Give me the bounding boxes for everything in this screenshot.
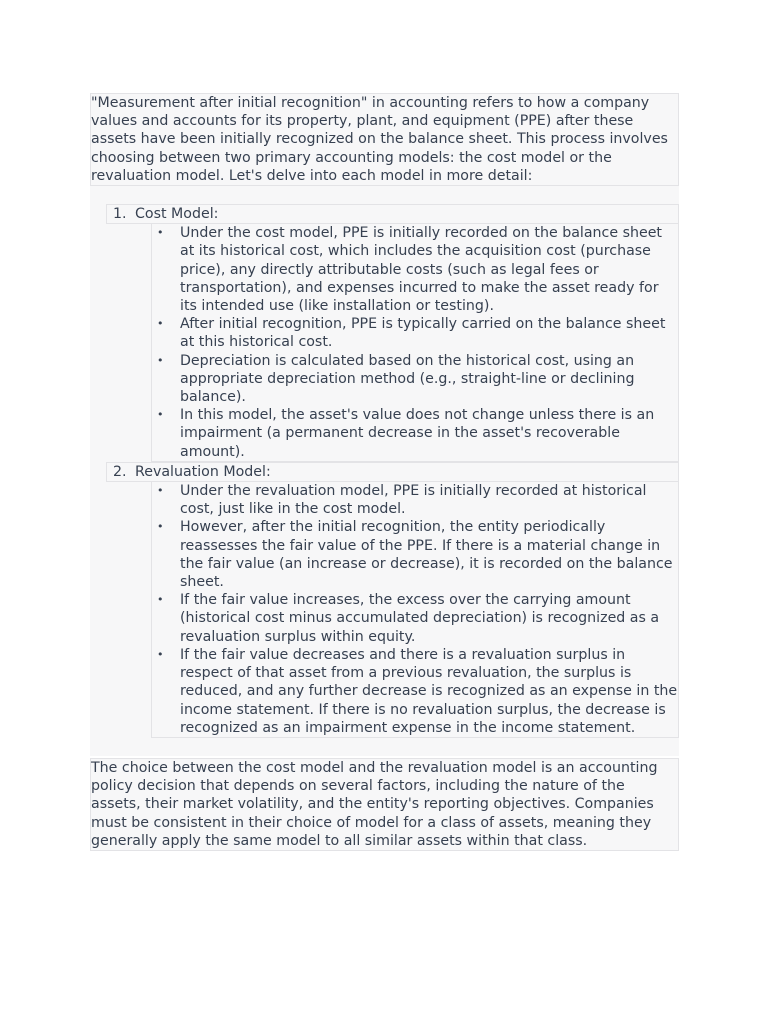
conclusion-paragraph: The choice between the cost model and the revaluation model is an accounting policy decision that depends on several factors, including the nature of the assets, their market volatility, and the entity's reporting objectives. Companies must be consistent in their choice of model for a class of assets, meaning they generally apply the same model to all similar assets within that class.: [90, 758, 679, 851]
model-item-revaluation: [106, 462, 679, 738]
list-item: • If the fair value decreases and there is a revaluation surplus in respect of that asset from a previous revaluation, the surplus is reduced, and any further decrease is recognized as an expense in the income statement. If there is no revaluation surplus, the decrease is recognized as an impairment expense in the income statement.: [157, 646, 678, 736]
bullet-icon: •: [157, 226, 164, 240]
bullet-icon: •: [157, 353, 164, 367]
bullet-icon: •: [157, 520, 164, 534]
bullet-icon: •: [157, 593, 164, 607]
model-heading: [106, 462, 679, 482]
model-heading: [106, 204, 679, 224]
model-number: 2.: [113, 463, 127, 480]
model-details: [151, 482, 679, 738]
model-title: Cost Model:: [135, 206, 219, 223]
bullet-icon: •: [157, 408, 164, 422]
models-list: [106, 204, 679, 738]
list-item: • In this model, the asset's value does not change unless there is an impairment (a permanent decrease in the asset's recoverable amount).: [157, 407, 655, 460]
bullet-list: [152, 482, 678, 737]
bullet-icon: •: [157, 317, 164, 331]
model-title: Revaluation Model:: [135, 463, 271, 480]
intro-paragraph: "Measurement after initial recognition" in accounting refers to how a company values and accounts for its property, plant, and equipment (PPE) after these assets have been initially recognized on the balance sheet. This process involves choosing between two primary accounting models: the cost model or the revaluation model. Let's delve into each model in more detail:: [90, 93, 679, 186]
bullet-list: [152, 224, 678, 461]
list-item: • Depreciation is calculated based on the historical cost, using an appropriate depreciation method (e.g., straight-line or declining balance).: [157, 352, 635, 406]
models-list-container: [90, 204, 679, 756]
list-item: • After initial recognition, PPE is typically carried on the balance sheet at this historical cost.: [157, 316, 666, 351]
model-item-cost: [106, 204, 679, 462]
model-number: 1.: [113, 206, 127, 223]
bullet-icon: •: [157, 647, 164, 661]
list-item: • Under the cost model, PPE is initially recorded on the balance sheet at its historical cost, which includes the acquisition cost (purchase price), any directly attributable costs (such as legal fees or transportation), and expenses incurred to make the asset ready for its intended use (like installation or testing).: [157, 225, 662, 315]
bullet-icon: •: [157, 484, 164, 498]
spacer: [90, 186, 679, 204]
list-item: • Under the revaluation model, PPE is initially recorded at historical cost, just like in the cost model.: [157, 483, 647, 518]
list-item: • However, after the initial recognition, the entity periodically reassesses the fair value of the PPE. If there is a material change in the fair value (an increase or decrease), it is recorded on the balance sheet.: [157, 519, 673, 591]
list-item: • If the fair value increases, the excess over the carrying amount (historical cost minus accumulated depreciation) is recognized as a revaluation surplus within equity.: [157, 592, 660, 645]
document-body: [90, 93, 679, 851]
model-details: [151, 224, 679, 462]
